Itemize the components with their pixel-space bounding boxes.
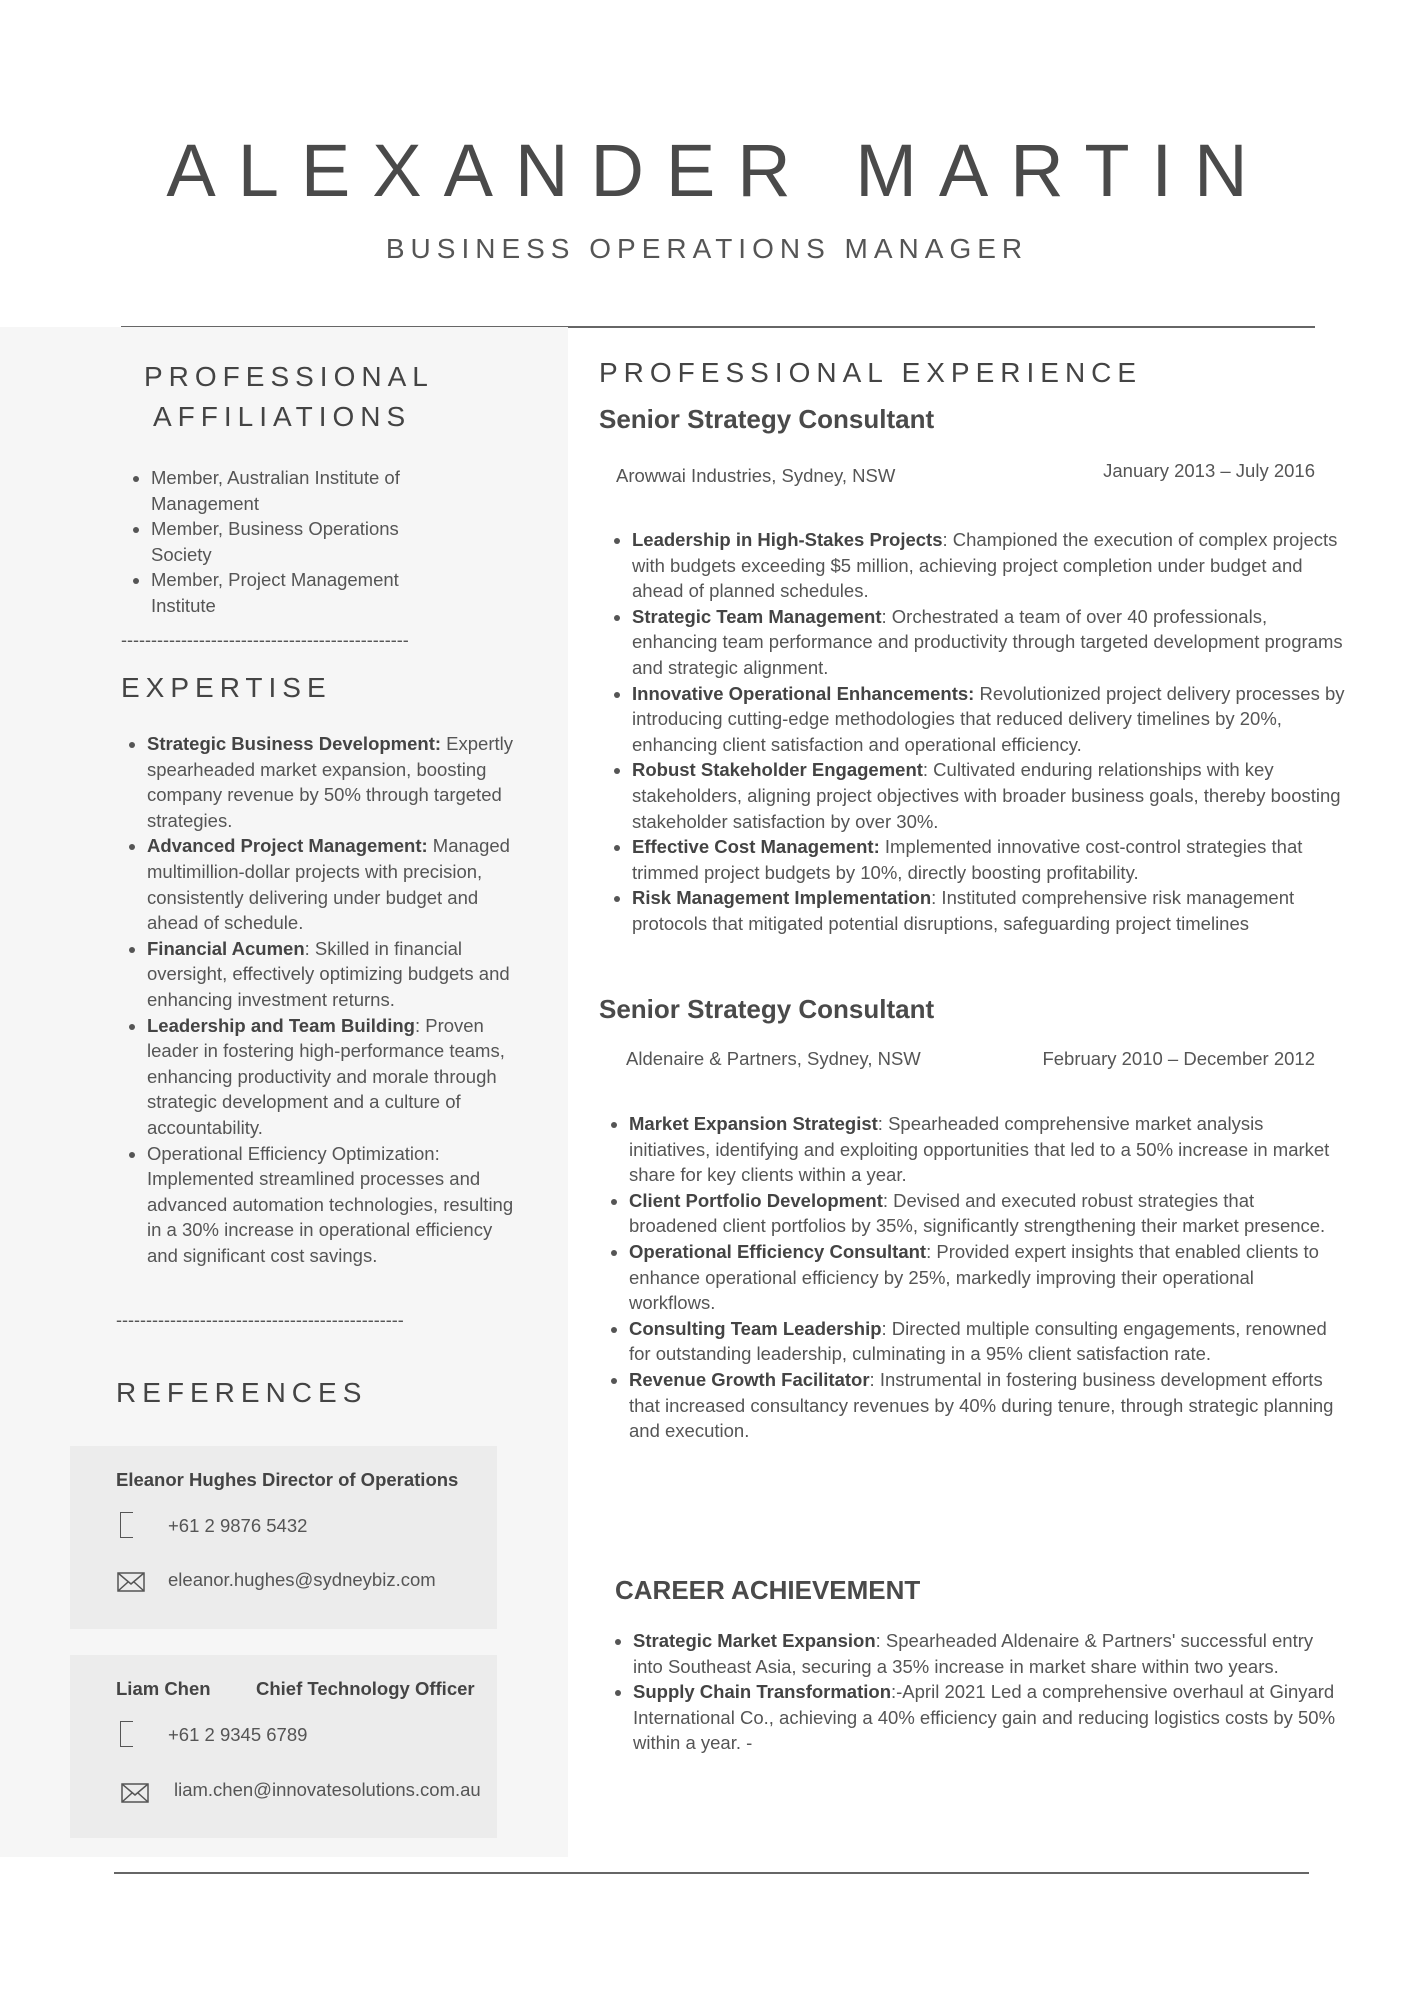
reference-card [70, 1446, 497, 1629]
bullet-label: Effective Cost Management: [632, 836, 880, 858]
bullet-text: : Instrumental in fostering business development efforts that increased consultancy revenues by 40% during tenure, through strategic planning and execution. [629, 1368, 1334, 1442]
bullet-text: : Devised and executed robust strategies that broadened client portfolios by 35%, significantly strengthening their market presence. [629, 1189, 1326, 1237]
bullet-text: : Spearheaded comprehensive market analysis initiatives, identifying and exploiting opportunities that led to a 50% increase in market share for key clients within a year. [629, 1113, 1330, 1186]
bullet-label: Client Portfolio Development [629, 1189, 883, 1211]
affiliations-heading-line2: AFFILIATIONS [153, 401, 412, 432]
bullet-label: Innovative Operational Enhancements: [632, 682, 975, 704]
job-dates: February 2010 – December 2012 [1042, 1048, 1315, 1069]
achievement-bullets [609, 1628, 1345, 1756]
list-item [632, 527, 1347, 604]
list-item [629, 1316, 1344, 1367]
bullet-label: Strategic Team Management [632, 605, 882, 627]
bullet-label: Consulting Team Leadership [629, 1317, 882, 1339]
references-heading: REFERENCES [116, 1377, 368, 1408]
affiliations-heading [144, 357, 444, 437]
bullet-label: Supply Chain Transformation [633, 1681, 891, 1703]
list-item [629, 1367, 1344, 1444]
expertise-text: : Skilled in financial oversight, effectively optimizing budgets and enhancing investment returns. [147, 937, 510, 1010]
expertise-label: Financial Acumen [147, 937, 305, 959]
list-item: • Member, Project Management Institute [151, 567, 451, 618]
reference-role: Chief Technology Officer [256, 1678, 475, 1699]
footer-divider [114, 1872, 1309, 1874]
expertise-list [123, 731, 520, 1268]
phone-icon [120, 1512, 133, 1538]
list-item [147, 1141, 520, 1269]
job-dates: January 2013 – July 2016 [1103, 460, 1315, 481]
bullet-text: Revolutionized project delivery processes by introducing cutting-edge methodologies that reduced delivery timelines by 20%, enhancing client satisfaction and operational efficiency. [632, 682, 1345, 755]
bullet-text: : Championed the execution of complex projects with budgets exceeding $5 million, achieving project completion under budget and ahead of planned schedules. [632, 529, 1338, 602]
reference-name: Liam Chen [116, 1678, 211, 1699]
expertise-text: Managed multimillion-dollar projects with precision, consistently delivering under budget and ahead of schedule. [147, 835, 510, 934]
bullet-text: : Spearheaded Aldenaire & Partners' successful entry into Southeast Asia, securing a 35% increase in market share within two years. [633, 1630, 1314, 1677]
expertise-text: : Proven leader in fostering high-performance teams, enhancing productivity and morale through strategic development and a culture of accountability. [147, 1014, 505, 1138]
bullet-label: Risk Management Implementation [632, 887, 932, 909]
mail-icon [121, 1783, 149, 1803]
reference-role: Director of Operations [262, 1469, 459, 1490]
bullet-text: : Cultivated enduring relationships with key stakeholders, aligning project objectives with broader business goals, thereby boosting stakeholder satisfaction by over 30%. [632, 759, 1341, 832]
job-title: Senior Strategy Consultant [599, 994, 935, 1024]
expertise-label: Leadership and Team Building [147, 1014, 415, 1036]
bullet-text: : Directed multiple consulting engagements, renowned for outstanding leadership, culminating in a 95% client satisfaction rate. [629, 1317, 1327, 1365]
list-item [147, 1013, 520, 1141]
bullet-text: : Orchestrated a team of over 40 professionals, enhancing team performance and productivity through targeted development programs and strategic alignment. [632, 605, 1343, 678]
reference-email[interactable]: eleanor.hughes@sydneybiz.com [168, 1569, 436, 1590]
job-title: Senior Strategy Consultant [599, 404, 935, 434]
list-item [633, 1679, 1345, 1756]
affiliations-list [127, 465, 451, 619]
expertise-text: Expertly spearheaded market expansion, boosting company revenue by 50% through targeted strategies. [147, 733, 513, 831]
reference-phone: +61 2 9876 5432 [168, 1515, 308, 1536]
sidebar-divider: ------------------------------------------------ [116, 1310, 404, 1330]
phone-icon [120, 1721, 133, 1747]
bullet-label: Market Expansion Strategist [629, 1113, 878, 1134]
affiliations-heading-line1: PROFESSIONAL [144, 361, 434, 392]
list-item: • Member, Business Operations Society [151, 516, 451, 567]
list-item [632, 757, 1347, 834]
achievement-heading: CAREER ACHIEVEMENT [615, 1575, 921, 1605]
list-item [633, 1628, 1345, 1679]
bullet-text: : Provided expert insights that enabled clients to enhance operational efficiency by 25%, markedly improving their operational workflows. [629, 1240, 1319, 1314]
list-item [147, 833, 520, 935]
experience-heading: PROFESSIONAL EXPERIENCE [599, 357, 1143, 388]
list-item [632, 834, 1347, 885]
list-item [632, 885, 1347, 936]
list-item [147, 731, 520, 833]
bullet-label: Robust Stakeholder Engagement [632, 759, 923, 781]
list-item [632, 604, 1347, 681]
reference-card [70, 1655, 497, 1838]
candidate-name: ALEXANDER MARTIN [166, 129, 1270, 212]
bullet-label: Strategic Market Expansion [633, 1630, 876, 1651]
job-bullets [605, 1111, 1344, 1444]
expertise-heading: EXPERTISE [121, 672, 332, 703]
reference-phone: +61 2 9345 6789 [168, 1724, 308, 1745]
bullet-text: :-April 2021 Led a comprehensive overhaul at Ginyard International Co., achieving a 40% efficiency gain and reducing logistics costs by 50% within a year. - [633, 1681, 1336, 1754]
bullet-text: Implemented innovative cost-control strategies that trimmed project budgets by 10%, directly boosting profitability. [632, 836, 1303, 883]
expertise-text: Operational Efficiency Optimization: Implemented streamlined processes and advanced automation technologies, resulting in a 30% increase in operational efficiency and significant cost savings. [147, 1142, 514, 1266]
job-bullets [608, 527, 1347, 937]
list-item [632, 681, 1347, 758]
job-company: Arowwai Industries, Sydney, NSW [616, 465, 896, 486]
list-item [629, 1239, 1344, 1316]
reference-name: Eleanor Hughes [116, 1469, 257, 1490]
reference-email[interactable]: liam.chen@innovatesolutions.com.au [174, 1779, 481, 1800]
mail-icon [117, 1572, 145, 1592]
list-item [147, 936, 520, 1013]
expertise-label: Advanced Project Management: [147, 835, 428, 857]
bullet-text: : Instituted comprehensive risk management protocols that mitigated potential disruptions, safeguarding project timelines [632, 887, 1295, 934]
bullet-label: Operational Efficiency Consultant [629, 1240, 927, 1262]
bullet-label: Leadership in High-Stakes Projects [632, 529, 943, 550]
bullet-label: Revenue Growth Facilitator [629, 1368, 870, 1390]
sidebar-divider: ------------------------------------------------ [121, 630, 409, 650]
candidate-title: BUSINESS OPERATIONS MANAGER [385, 233, 1029, 264]
list-item: • Member, Australian Institute of Management [151, 465, 451, 516]
expertise-label: Strategic Business Development: [147, 733, 442, 754]
list-item [629, 1111, 1344, 1188]
job-company: Aldenaire & Partners, Sydney, NSW [626, 1048, 921, 1069]
list-item [629, 1188, 1344, 1239]
